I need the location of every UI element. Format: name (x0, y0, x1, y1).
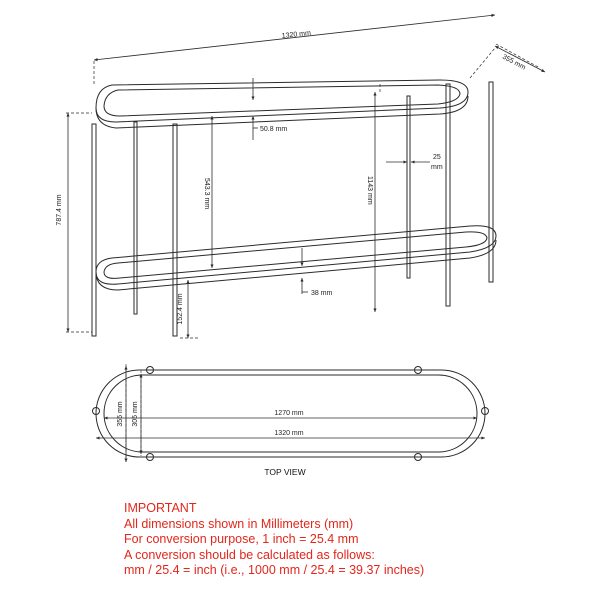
perspective-view (66, 44, 540, 338)
notice-line: A conversion should be calculated as follows: (124, 547, 375, 562)
label-outer-length: 1320 mm (274, 430, 304, 437)
perspective-dimension-labels (56, 30, 527, 325)
label-inner-length: 1270 mm (274, 410, 304, 417)
top-view-caption: TOP VIEW (264, 467, 306, 477)
leg-mid-right (407, 96, 410, 278)
notice-line: For conversion purpose, 1 inch = 25.4 mm (124, 532, 359, 546)
label-shelf-thickness: 38 mm (311, 290, 333, 297)
leg-back-left (134, 122, 137, 314)
notice-heading: IMPORTANT (124, 501, 197, 515)
label-inner-depth: 305 mm (132, 401, 139, 427)
top-view-labels (117, 401, 306, 477)
table-top-edge-thickness (96, 96, 468, 128)
label-leg-width: 25 (433, 154, 441, 161)
label-inner-height: 1143 mm (366, 176, 373, 205)
label-top-thickness: 50.8 mm (260, 126, 288, 133)
notice-line: mm / 25.4 = inch (i.e., 1000 mm / 25.4 = 39.37 inches) (124, 563, 425, 577)
label-floor-clearance: 152.4 mm (177, 293, 184, 325)
label-overall-length: 1320 mm (281, 29, 312, 40)
label-overall-height: 787.4 mm (56, 194, 63, 226)
label-outer-depth: 355 mm (117, 401, 124, 427)
label-shelf-spacing: 543.3 mm (203, 178, 210, 210)
conversion-notice (124, 501, 424, 579)
perspective-dimension-lines (68, 15, 545, 338)
bottom-shelf-inner-edge (104, 232, 487, 279)
label-depth: 355 mm (501, 53, 527, 72)
leg-front-left (92, 124, 96, 336)
notice-line: All dimensions shown in Millimeters (mm) (124, 516, 354, 531)
leg-back-right (446, 84, 450, 306)
label-leg-width-unit: mm (431, 164, 443, 171)
